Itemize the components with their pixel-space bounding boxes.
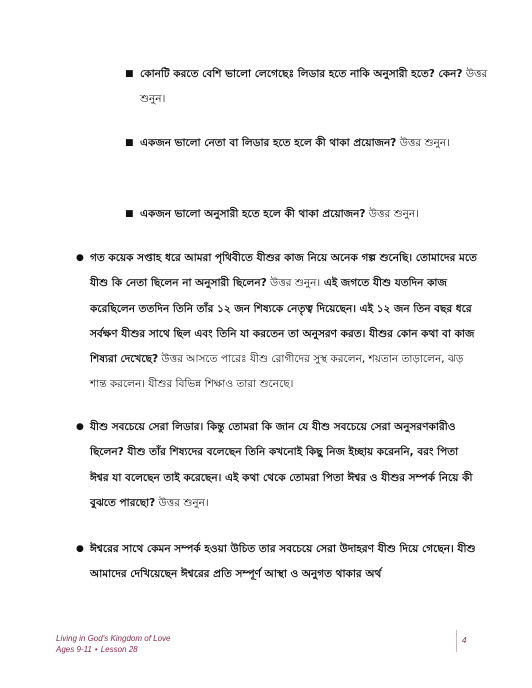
paragraph-text: এই জগতে যীশু যতদিন কাজ করেছিলেন ততদিন তিনি তাঁর ১২ জন শিষ্যকে নেতৃত্ব দিয়েছেন। এই ১২ জন তিন বছর ধরে সর্বক্ষণ যীশুর সাথে ছিল এবং তিনি যা করতেন তা অনুসরণ করত। যীশুর কোন কথা বা কাজ শিষ্যরা দেখেছে?	[90, 277, 475, 366]
question-text: কোনটি করতে বেশি ভালো লেগেছেঃ লিডার হতে নাকি অনুসারী হতে? কেন?	[140, 68, 463, 80]
instruction-text: উত্তর শুনুন।	[396, 137, 450, 149]
round-bullet-icon: ●	[76, 253, 84, 263]
footer-lesson-info	[56, 644, 170, 655]
bullet-item	[76, 415, 480, 516]
page-footer	[56, 633, 170, 655]
page-number: 4	[462, 636, 467, 645]
sub-bullet-item	[125, 131, 490, 156]
square-bullet-icon: ■	[125, 69, 134, 79]
square-bullet-icon: ■	[125, 138, 134, 148]
footer-separator: •	[94, 645, 98, 654]
footer-divider	[456, 630, 457, 652]
round-bullet-icon: ●	[76, 422, 84, 432]
paragraph-text: ঈশ্বরের সাথে কেমন সম্পর্ক হওয়া উচিত তার সবচেয়ে সেরা উদাহরণ যীশু দিয়ে গেছেন। যীশু আমাদের দেখিয়েছেন ঈশ্বরের প্রতি সম্পূর্ণ আস্থা ও অনুগত থাকার অর্থ	[90, 543, 476, 581]
instruction-text: উত্তর শুনুন।	[140, 68, 488, 105]
instruction-text: উত্তর শুনুন।	[155, 496, 209, 509]
round-bullet-icon: ●	[76, 544, 84, 554]
instruction-text: উত্তর আসতে পারেঃ যীশু রোগীদের সুস্থ করলেন, শয়তান তাড়ালেন, ঝড় শান্ত করলেন। যীশুর বিভিন্ন শিক্ষাও তারা শুনেছে।	[90, 353, 464, 391]
instruction-text: উত্তর শুনুন।	[365, 208, 419, 220]
footer-lesson: Lesson 28	[100, 645, 138, 654]
question-text: একজন ভালো অনুসারী হতে হলে কী থাকা প্রয়োজন?	[140, 208, 366, 220]
footer-ages: Ages 9-11	[56, 645, 92, 654]
bullet-item	[76, 246, 480, 398]
bullet-item	[76, 537, 480, 588]
paragraph-text: যীশু সবচেয়ে সেরা লিডার। কিন্তু তোমরা কি জান যে যীশু সবচেয়ে সেরা অনুসরণকারীও ছিলেন? যীশু তাঁর শিষ্যদের বলেছেন তিনি কখনোই কিছু নিজ ইচ্ছায় করেননি, বরং পিতা ঈশ্বর যা বলেছেন তাই করেছেন। এই কথা থেকে তোমরা পিতা ঈশ্বর ও যীশুর সম্পর্ক নিয়ে কী বুঝতে পারছো?	[90, 421, 473, 509]
instruction-text: উত্তর শুনুন।	[266, 277, 321, 290]
square-bullet-icon: ■	[125, 209, 134, 219]
sub-bullet-item	[125, 202, 490, 227]
footer-series-title: Living in God's Kingdom of Love	[56, 634, 171, 643]
sub-bullet-item	[125, 62, 490, 112]
question-text: একজন ভালো নেতা বা লিডার হতে হলে কী থাকা প্রয়োজন?	[140, 137, 397, 149]
paragraph-text: গত কয়েক সপ্তাহ ধরে আমরা পৃথিবীতে যীশুর কাজ নিয়ে অনেক গল্প শুনেছি। তোমাদের মতে যীশু কি নেতা ছিলেন না অনুসারী ছিলেন?	[90, 252, 477, 290]
